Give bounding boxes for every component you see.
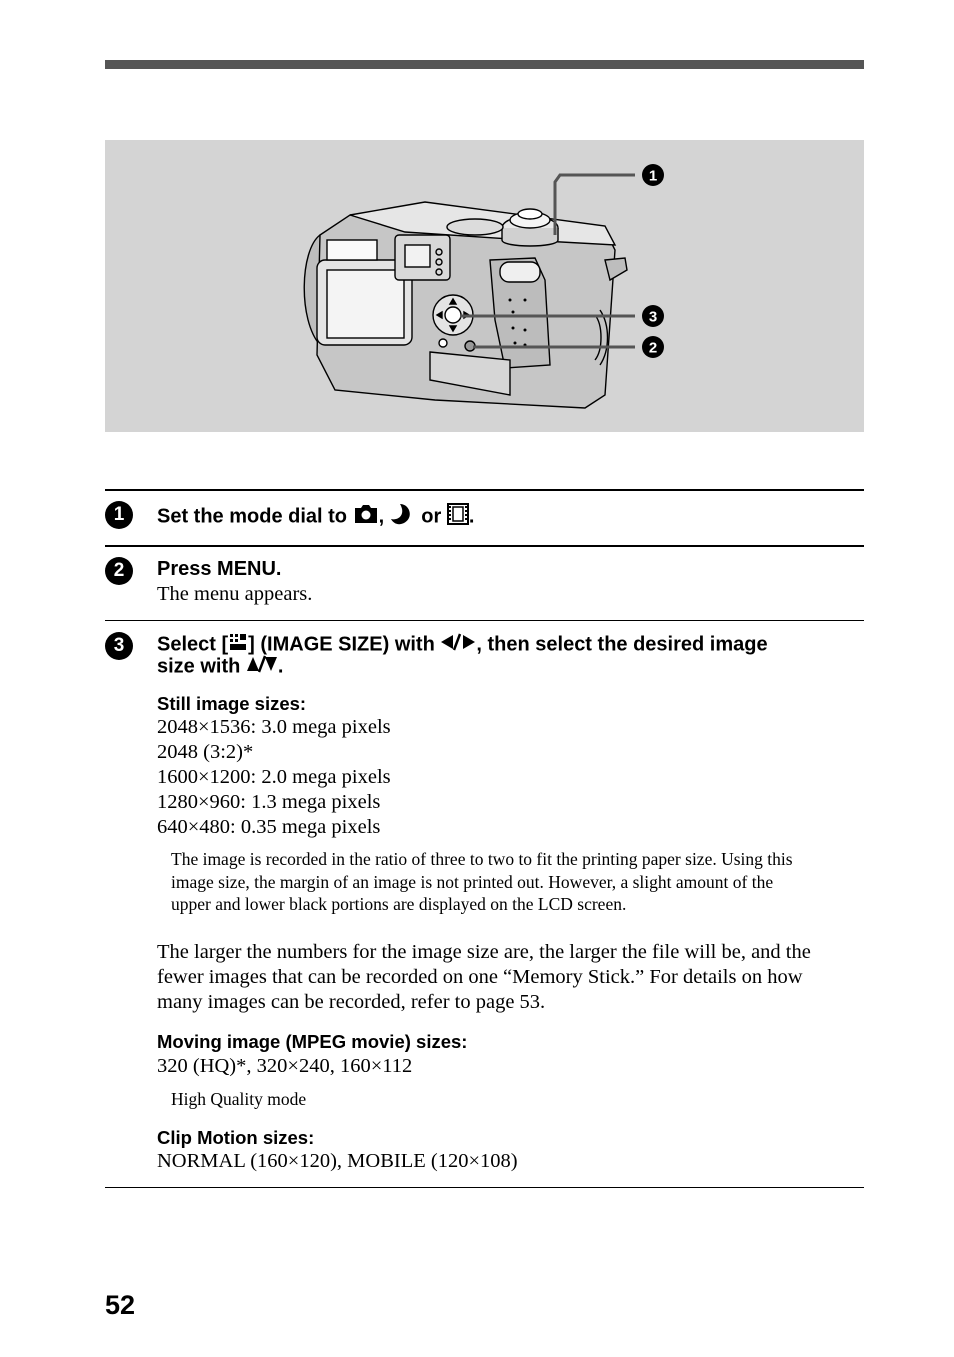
step-3-heading-line1: Select [ ] (IMAGE SIZE) with , then select the desired image — [157, 632, 768, 658]
page-number: 52 — [105, 1290, 136, 1320]
movie-film-icon — [447, 503, 469, 531]
step-3-top-rule — [105, 620, 864, 621]
callout-3-badge — [642, 305, 664, 327]
still-size-item: 640×480: 0.35 mega pixels — [157, 816, 381, 838]
camera-icon — [353, 504, 379, 530]
still-size-item: 1280×960: 1.3 mega pixels — [157, 791, 381, 813]
step-2-heading: Press MENU. — [157, 558, 282, 580]
still-note-line: The image is recorded in the ratio of three to two to fit the printing paper size. Using this — [171, 849, 793, 869]
svg-text:2: 2 — [648, 339, 658, 357]
still-note-line: upper and lower black portions are displayed on the LCD screen. — [171, 894, 627, 914]
moving-note: High Quality mode — [171, 1089, 307, 1109]
bottom-rule — [105, 1187, 864, 1188]
step-3-number: 3 — [105, 632, 133, 660]
still-size-item: 2048 (3:2)* — [157, 741, 254, 763]
step-1-text: Set the mode dial to — [157, 505, 348, 528]
step-1-top-rule — [105, 489, 864, 491]
still-size-item: 2048×1536: 3.0 mega pixels — [157, 716, 391, 738]
step-2-number: 2 — [105, 557, 133, 585]
size-explanation-line: The larger the numbers for the image size are, the larger the file will be, and the — [157, 941, 811, 963]
night-mode-icon — [390, 502, 416, 532]
step-1-heading: Set the mode dial to , or . — [157, 502, 474, 532]
clip-motion-title: Clip Motion sizes: — [157, 1127, 315, 1148]
step-2-top-rule — [105, 545, 864, 547]
svg-text:3: 3 — [648, 308, 658, 326]
left-right-arrow-icon — [440, 633, 476, 657]
up-down-arrow-icon — [246, 655, 278, 679]
size-explanation-line: fewer images that can be recorded on one “Memory Stick.” For details on how — [157, 966, 803, 988]
step-2-body: The menu appears. — [157, 583, 313, 605]
moving-sizes-title: Moving image (MPEG movie) sizes: — [157, 1031, 468, 1052]
clip-motion-sizes: NORMAL (160×120), MOBILE (120×108) — [157, 1150, 518, 1172]
step-1-number: 1 — [105, 501, 133, 529]
still-note-line: image size, the margin of an image is not printed out. However, a slight amount of the — [171, 872, 774, 892]
still-sizes-title: Still image sizes: — [157, 693, 307, 714]
callout-1-badge — [642, 164, 664, 186]
callout-2-badge — [642, 336, 664, 358]
svg-text:1: 1 — [648, 167, 658, 185]
camera-illustration — [105, 140, 864, 432]
size-explanation-line: many images can be recorded, refer to page 53. — [157, 991, 546, 1013]
top-rule-bar — [105, 60, 864, 69]
moving-sizes: 320 (HQ)*, 320×240, 160×112 — [157, 1055, 413, 1077]
camera-illustration-panel — [105, 140, 864, 432]
still-size-item: 1600×1200: 2.0 mega pixels — [157, 766, 391, 788]
step-3-heading-line2: size with . — [157, 655, 284, 678]
